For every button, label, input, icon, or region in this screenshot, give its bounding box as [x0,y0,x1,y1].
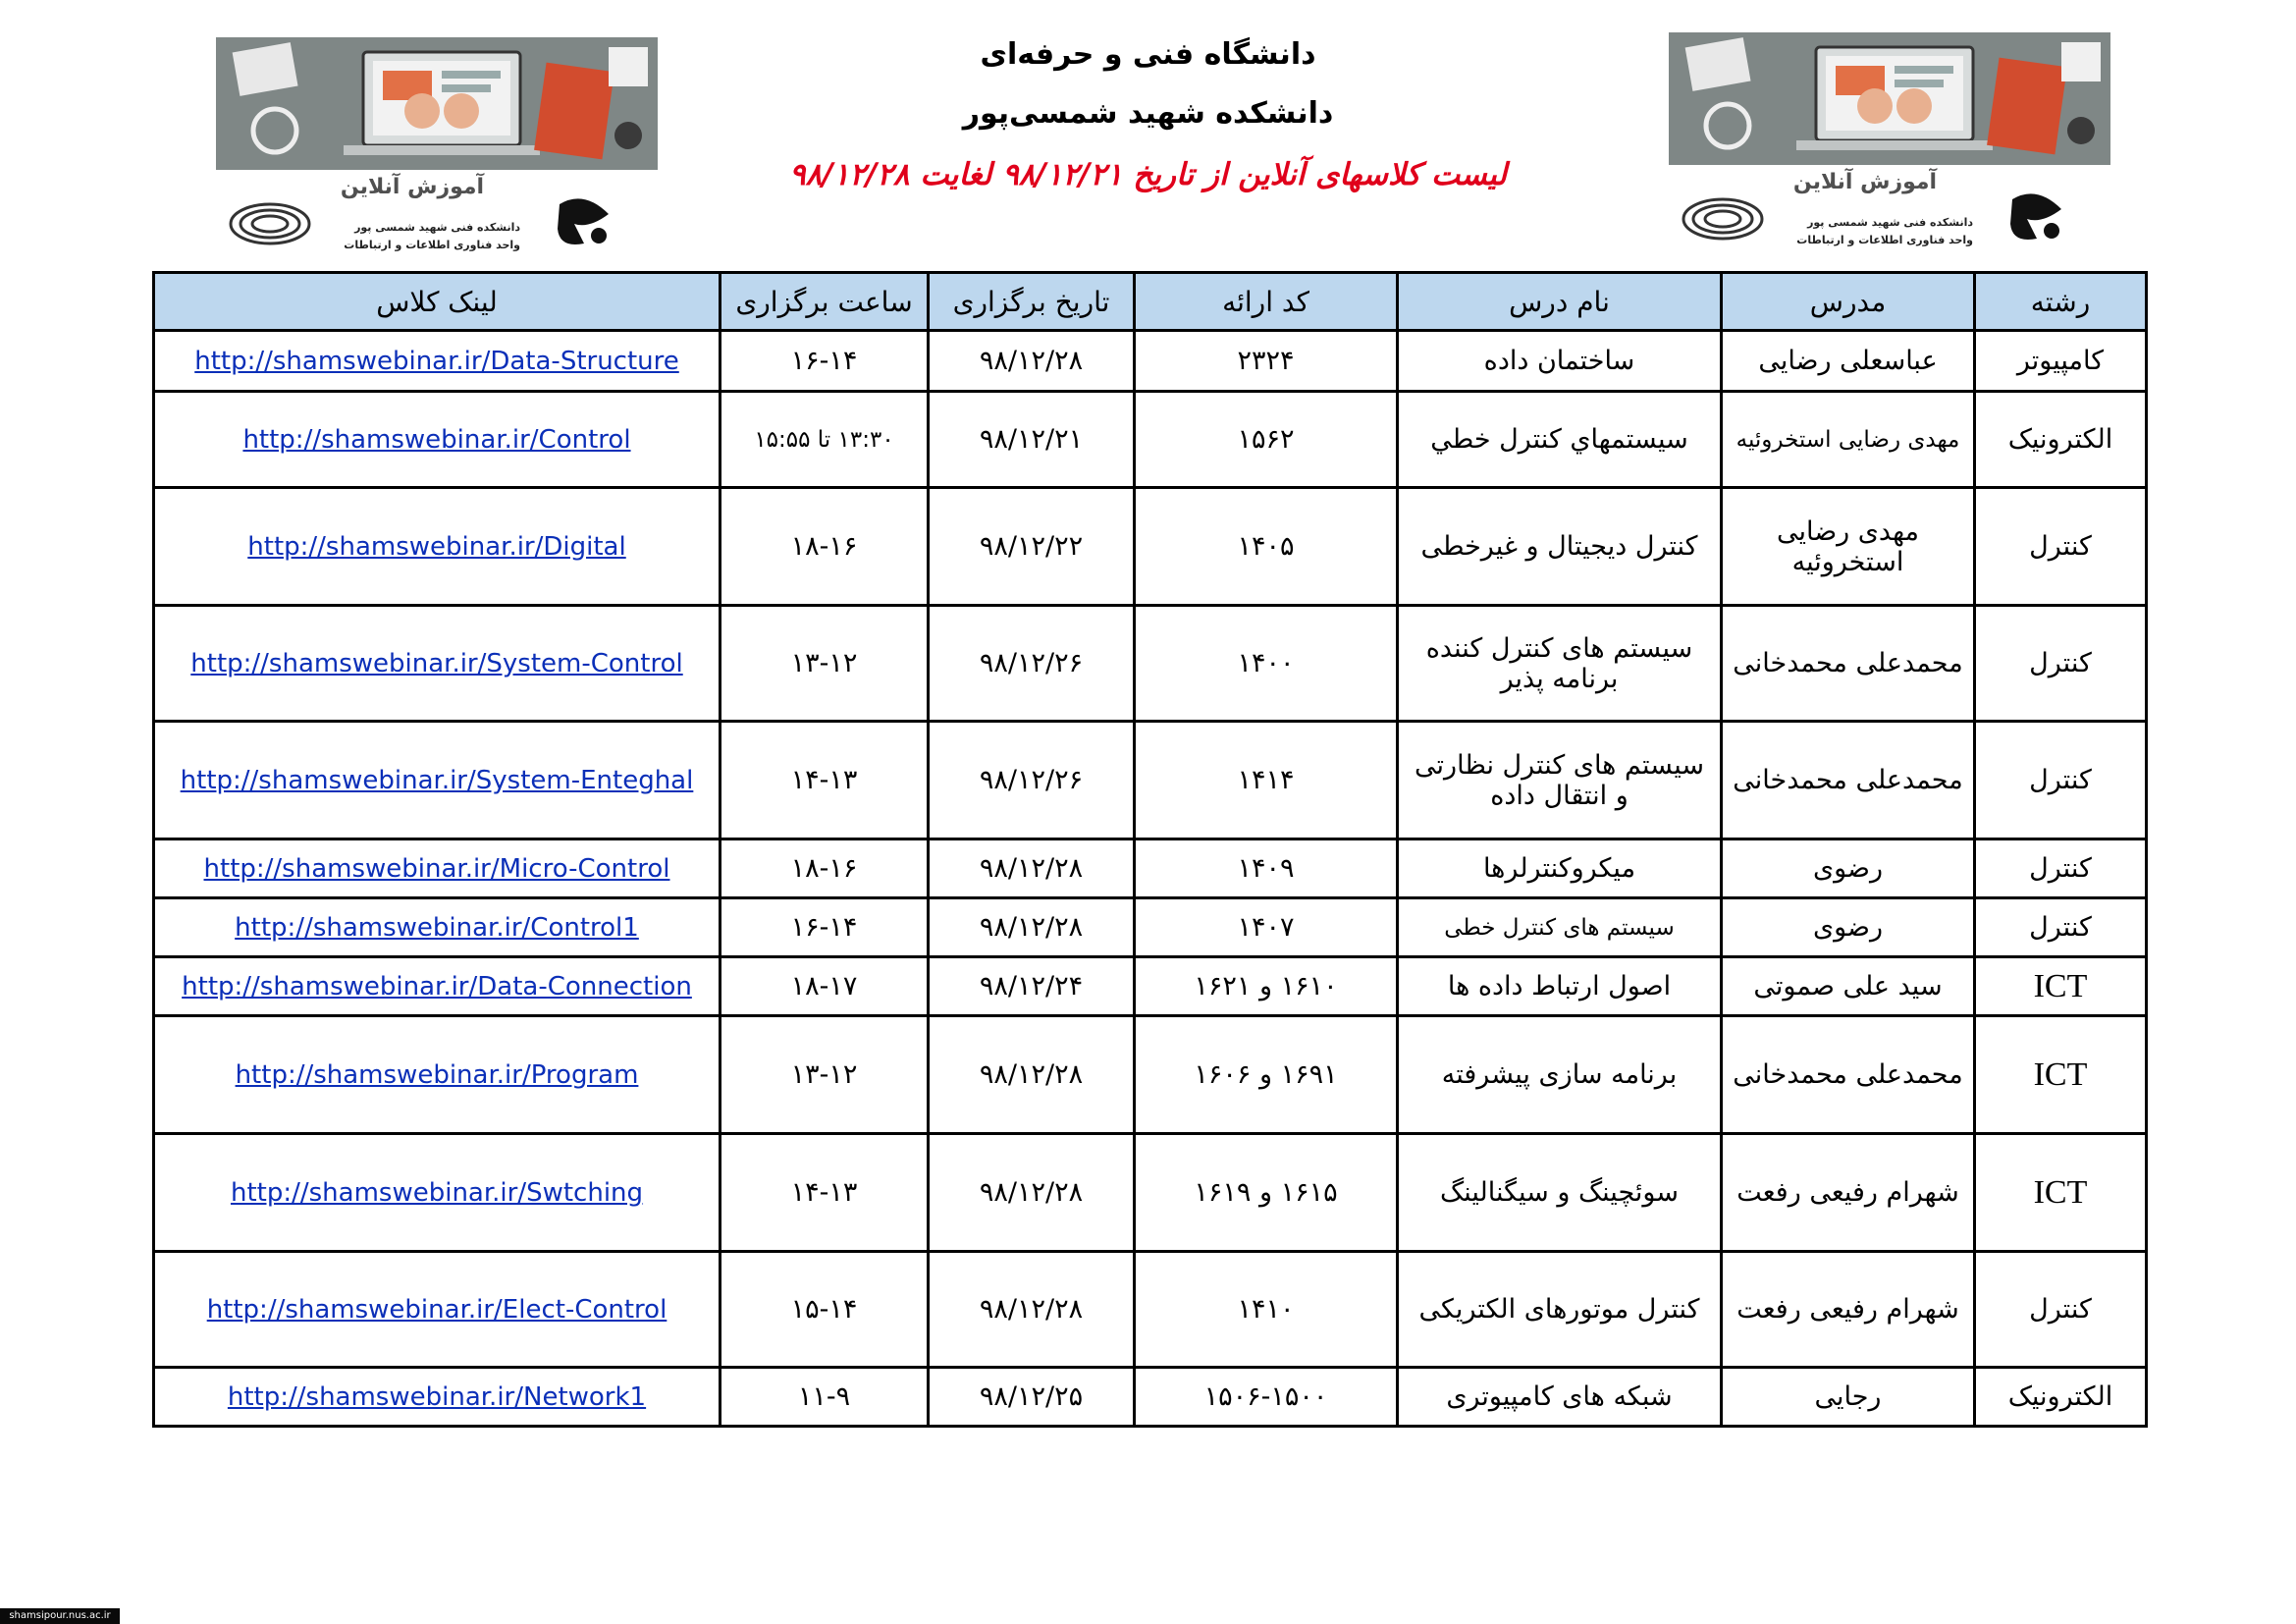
class-link[interactable]: http://shamswebinar.ir/System-Control [190,648,683,678]
cell-teacher: محمدعلی محمدخانی [1722,1016,1975,1134]
online-education-logo-left [216,37,658,263]
header-field: رشته [1975,273,2147,331]
table-row [154,1134,2147,1252]
table-row [154,606,2147,722]
cell-teacher: مهدی رضایی استخروئیه [1722,392,1975,488]
faculty-title: دانشکده شهید شمسی‌پور [962,96,1334,131]
cell-code: ۱۴۰۹ [1135,839,1398,898]
header-teacher: مدرس [1722,273,1975,331]
cell-link [154,1252,721,1368]
cell-teacher: شهرام رفیعی رفعت [1722,1252,1975,1368]
cell-code: ۱۴۱۴ [1135,722,1398,839]
cell-course: سیستم های کنترل نظارتی و انتقال داده [1398,722,1722,839]
cell-link [154,331,721,392]
cell-link [154,392,721,488]
cell-field: الکترونیک [1975,392,2147,488]
cell-field: کنترل [1975,839,2147,898]
header-link: لینک کلاس [154,273,721,331]
cell-date: ۹۸/۱۲/۲۶ [929,722,1135,839]
header-code: کد ارائه [1135,273,1398,331]
cell-code: ۱۵۶۲ [1135,392,1398,488]
logo-caption: آموزش آنلاین [1792,170,1938,194]
cell-link [154,1134,721,1252]
class-link[interactable]: http://shamswebinar.ir/Digital [247,531,626,562]
table-row [154,722,2147,839]
cell-time: ۱۸-۱۷ [721,957,929,1016]
cell-time: ۱۴-۱۳ [721,1134,929,1252]
logo-caption: آموزش آنلاین [340,175,485,199]
cell-date: ۹۸/۱۲/۲۸ [929,1252,1135,1368]
cell-link [154,606,721,722]
cell-course: میکروکنترلرها [1398,839,1722,898]
cell-course: کنترل موتورهای الکتریکی [1398,1252,1722,1368]
cell-teacher: رجایی [1722,1368,1975,1427]
cell-teacher: مهدی رضایی استخروئیه [1722,488,1975,606]
laptop-desk-image [216,37,658,170]
table-header-row [154,273,2147,331]
logo-sub-line2: واحد فناوری اطلاعات و ارتباطات [1796,234,1973,246]
cell-link [154,839,721,898]
class-link[interactable]: http://shamswebinar.ir/Control1 [235,912,639,943]
cell-code: ۱۴۰۰ [1135,606,1398,722]
cell-course: سیستم های کنترل کننده برنامه پذیر [1398,606,1722,722]
cell-course: سيستمهاي كنترل خطي [1398,392,1722,488]
table-row [154,839,2147,898]
class-link[interactable]: http://shamswebinar.ir/Data-Connection [182,971,692,1001]
cell-teacher: محمدعلی محمدخانی [1722,606,1975,722]
cell-link [154,722,721,839]
cell-time: ۱۳:۳۰ تا ۱۵:۵۵ [721,392,929,488]
logo-sub-line2: واحد فناوری اطلاعات و ارتباطات [344,239,520,251]
university-title: دانشگاه فنی و حرفه‌ای [980,37,1316,72]
cell-date: ۹۸/۱۲/۲۸ [929,1134,1135,1252]
cell-teacher: محمدعلی محمدخانی [1722,722,1975,839]
cell-field: کامپیوتر [1975,331,2147,392]
laptop-desk-image [1669,32,2110,165]
table-row [154,1016,2147,1134]
cell-field: کنترل [1975,1252,2147,1368]
header-course: نام درس [1398,273,1722,331]
cell-code: ۱۴۱۰ [1135,1252,1398,1368]
cell-code: ۱۶۱۵ و ۱۶۱۹ [1135,1134,1398,1252]
table-row [154,331,2147,392]
cell-date: ۹۸/۱۲/۲۱ [929,392,1135,488]
class-link[interactable]: http://shamswebinar.ir/Control [242,424,631,455]
cell-code: ۱۴۰۵ [1135,488,1398,606]
cell-course: کنترل دیجیتال و غیرخطی [1398,488,1722,606]
table-row [154,488,2147,606]
cell-code: ۱۶۹۱ و ۱۶۰۶ [1135,1016,1398,1134]
cell-teacher: سید علی صموتی [1722,957,1975,1016]
logo-sub-line1: دانشکده فنی شهید شمسی پور [1807,216,1973,229]
class-link[interactable]: http://shamswebinar.ir/Swtching [230,1177,644,1208]
table-row [154,898,2147,957]
class-link[interactable]: http://shamswebinar.ir/System-Enteghal [180,765,694,795]
cell-course: سوئچینگ و سیگنالینگ [1398,1134,1722,1252]
cell-time: ۱۳-۱۲ [721,1016,929,1134]
table-row [154,1252,2147,1368]
cell-time: ۱۴-۱۳ [721,722,929,839]
cell-field: ICT [1975,1016,2147,1134]
cell-time: ۱۱-۹ [721,1368,929,1427]
cell-time: ۱۸-۱۶ [721,488,929,606]
cell-date: ۹۸/۱۲/۲۸ [929,898,1135,957]
cell-field: کنترل [1975,898,2147,957]
cell-code: ۱۵۰۶-۱۵۰۰ [1135,1368,1398,1427]
cell-time: ۱۶-۱۴ [721,898,929,957]
cell-field: ICT [1975,957,2147,1016]
cell-course: اصول ارتباط داده ها [1398,957,1722,1016]
cell-time: ۱۸-۱۶ [721,839,929,898]
header-date: تاریخ برگزاری [929,273,1135,331]
cell-teacher: شهرام رفیعی رفعت [1722,1134,1975,1252]
tvu-mark-icon [550,194,618,253]
cell-link [154,957,721,1016]
footer-watermark: shamsipour.nus.ac.ir [0,1608,120,1624]
header-time: ساعت برگزاری [721,273,929,331]
cell-date: ۹۸/۱۲/۲۸ [929,331,1135,392]
cell-date: ۹۸/۱۲/۲۲ [929,488,1135,606]
cell-teacher: رضوی [1722,898,1975,957]
cell-field: ICT [1975,1134,2147,1252]
cell-course: برنامه سازی پیشرفته [1398,1016,1722,1134]
cell-course: شبکه های کامپیوتری [1398,1368,1722,1427]
cell-date: ۹۸/۱۲/۲۴ [929,957,1135,1016]
cell-course: ساختمان داده [1398,331,1722,392]
cell-date: ۹۸/۱۲/۲۸ [929,839,1135,898]
cell-field: الکترونیک [1975,1368,2147,1427]
class-link[interactable]: http://shamswebinar.ir/Elect-Control [206,1294,667,1325]
table-row [154,957,2147,1016]
cell-date: ۹۸/۱۲/۲۸ [929,1016,1135,1134]
cell-teacher: رضوی [1722,839,1975,898]
class-link[interactable]: http://shamswebinar.ir/Network1 [227,1381,647,1412]
class-link[interactable]: http://shamswebinar.ir/Program [235,1059,639,1090]
cell-link [154,488,721,606]
university-seal-icon [226,199,314,248]
table-row [154,1368,2147,1427]
cell-field: کنترل [1975,606,2147,722]
cell-code: ۱۶۱۰ و ۱۶۲۱ [1135,957,1398,1016]
cell-teacher: عباسعلی رضایی [1722,331,1975,392]
cell-link [154,898,721,957]
cell-field: کنترل [1975,722,2147,839]
cell-date: ۹۸/۱۲/۲۶ [929,606,1135,722]
logo-subtitle [1777,214,1973,249]
table-row [154,392,2147,488]
logo-subtitle [324,219,520,254]
cell-time: ۱۶-۱۴ [721,331,929,392]
logo-sub-line1: دانشکده فنی شهید شمسی پور [354,221,520,234]
university-seal-icon [1679,194,1767,244]
class-link[interactable]: http://shamswebinar.ir/Data-Structure [194,346,679,376]
cell-course: سیستم های کنترل خطی [1398,898,1722,957]
cell-date: ۹۸/۱۲/۲۵ [929,1368,1135,1427]
class-link[interactable]: http://shamswebinar.ir/Micro-Control [203,853,670,884]
cell-time: ۱۵-۱۴ [721,1252,929,1368]
cell-link [154,1368,721,1427]
cell-code: ۱۴۰۷ [1135,898,1398,957]
cell-time: ۱۳-۱۲ [721,606,929,722]
tvu-mark-icon [2002,189,2071,248]
cell-link [154,1016,721,1134]
list-title: لیست کلاسهای آنلاین از تاریخ ۹۸/۱۲/۲۱ لغایت ۹۸/۱۲/۲۸ [789,157,1507,192]
cell-code: ۲۳۲۴ [1135,331,1398,392]
online-classes-table [152,271,2148,1428]
online-education-logo-right [1669,32,2110,258]
cell-field: کنترل [1975,488,2147,606]
